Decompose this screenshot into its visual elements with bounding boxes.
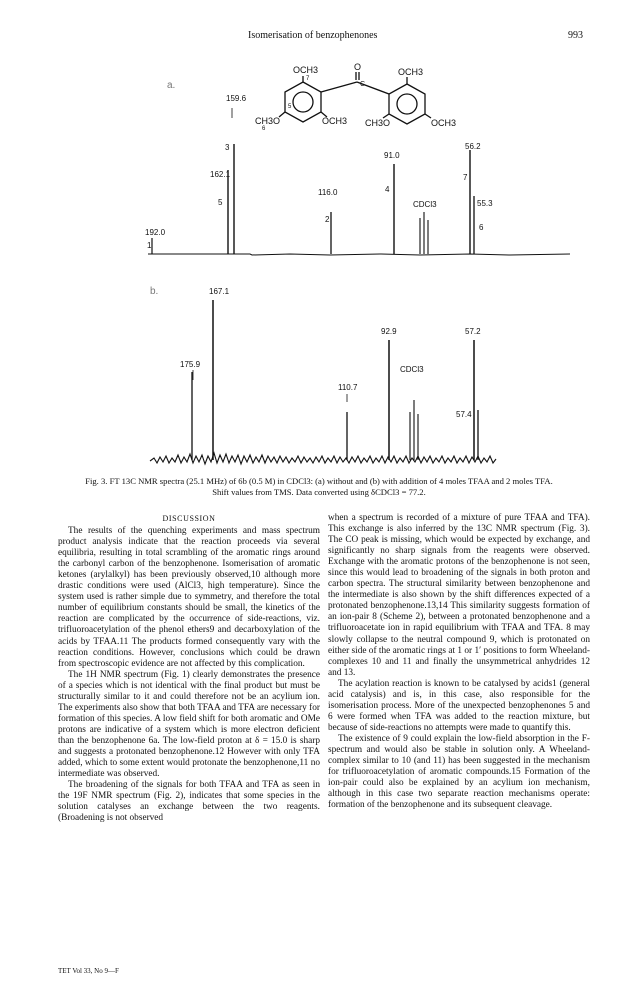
peak-label-a-3: 3 <box>225 143 230 152</box>
peak-label-a-116-0: 116.0 <box>318 188 338 197</box>
peak-label-a-4: 4 <box>385 185 390 194</box>
nmr-figure <box>0 0 627 475</box>
left-paragraph-2: The 1H NMR spectrum (Fig. 1) clearly demonstrates the presence of a species which is not identical with the final product but must be structurally similar to it and could therefore not be an acylium ion. The experiments also show that both TFAA and TFA are necessary for formation of this species. A low field shift for both aromatic and OMe protons are indicative of a system which is more electron deficient than the benzophenone 6a. The low-field proton at δ = 15.0 is sharp and suggests a protonated benzophenone.12 However with only TFA added, which to some extent would protonate the benzophenone,11 no intermediate was observed. <box>58 669 320 780</box>
peak-label-b-cdcl3: CDCl3 <box>400 365 424 374</box>
peak-label-b-167-1: 167.1 <box>209 287 230 296</box>
label-carbonyl-c: C <box>360 81 366 88</box>
peak-label-a-6: 6 <box>479 223 484 232</box>
page-footer: TET Vol 33, No 9—F <box>58 967 119 975</box>
right-ring-inner <box>397 94 417 114</box>
label-ch3o-left: CH3O <box>255 116 281 126</box>
peak-label-a-192-0: 192.0 <box>145 228 166 237</box>
figure-caption: Fig. 3. FT 13C NMR spectra (25.1 MHz) of 6b (0.5 M) in CDCl3: (a) without and (b) with addition of 4 moles TFAA and 2 moles TFA. Shift values from TMS. Data converted using δCDCl3 = 77.2. <box>85 476 553 497</box>
right-paragraph-3: The existence of 9 could explain the low-field absorption in the F-spectrum and would also be stable in solution only. A Wheeland-complex similar to 10 (and 11) has been suggested in the mechanism for trifluoroacetylation of aromatic compounds.15 Formation of the ion-pair could also be explained by an acylium ion mechanism, although in this case two separate reaction mechanisms operate: formation of the benzophenone and its subsequent cleavage. <box>328 733 590 811</box>
left-ring <box>285 82 321 122</box>
atom-number-6: 6 <box>262 126 266 132</box>
label-och3-right: OCH3 <box>431 118 457 128</box>
right-paragraph-1: when a spectrum is recorded of a mixture of pure TFAA and TFA). This exchange is also inferred by the 13C NMR spectrum (Fig. 3). The CO peak is missing, which would be expected by exchange, and significantly no sharp signals from the reagents were observed. Exchange with the aromatic protons of the benzophenone is not seen, since this would lead to broadening of the signals in both proton and carbon spectra. The structural similarity between benzophenone and the intermediate is also shown by the shift differences expected of a protonated benzophenone.13,14 This similarity suggests formation of an ion-pair 8 (Scheme 2), between a protonated benzophenone and a trifluoroacetate ion in rapid equilibrium with TFAA and TFA. 8 may slowly collapse to the neutral compound 9, which is protonated on either side of the aromatic rings at 1 or 1′ positions to form Wheeland-complexes 10 and 11 and finally the unsymmetrical anhydrides 12 and 13. <box>328 513 590 678</box>
peak-label-a-7: 7 <box>463 173 468 182</box>
spectrum-b-noisy-baseline <box>150 453 496 464</box>
peak-label-b-57-4: 57.4 <box>456 410 472 419</box>
peak-label-a-cdcl3: CDCl3 <box>413 200 437 209</box>
panel-a-label: a. <box>167 80 176 91</box>
peak-label-a-159-6: 159.6 <box>226 94 247 103</box>
peak-label-b-175-9: 175.9 <box>180 360 201 369</box>
peak-label-a-55-3: 55.3 <box>477 199 493 208</box>
peak-label-a-2: 2 <box>325 215 330 224</box>
label-ch3o-bottom: CH3O <box>365 118 391 128</box>
peak-label-a-162-1: 162.1 <box>210 170 231 179</box>
right-ring <box>389 84 425 124</box>
peak-label-a-5: 5 <box>218 198 223 207</box>
label-och3-bottom: OCH3 <box>322 116 348 126</box>
label-och3-top-left: OCH3 <box>293 65 319 75</box>
left-paragraph-3: The broadening of the signals for both TFAA and TFA as seen in the 19F NMR spectrum (Fig. 2), indicates that some species in the solution catalyses an exchange between the two reagents. (Broadening is not observed <box>58 780 320 824</box>
section-heading: DISCUSSION <box>162 514 216 523</box>
right-paragraph-2: The acylation reaction is known to be catalysed by acids1 (general acid catalysis) and is, in this case, also responsible for the isomerisation process. More of the unexpected benzophenones 5 and 6 were formed when TFA was added to the reaction mixture, but because of side-reactions no attempts were made to quantify this. <box>328 678 590 733</box>
peak-label-b-110-7: 110.7 <box>338 383 358 392</box>
page-number: 993 <box>568 30 583 41</box>
peak-label-b-57-2: 57.2 <box>465 327 481 336</box>
left-column <box>58 513 320 824</box>
running-title: Isomerisation of benzophenones <box>248 30 378 41</box>
peak-label-b-92-9: 92.9 <box>381 327 397 336</box>
peak-label-a-56-2: 56.2 <box>465 142 481 151</box>
spectrum-a-baseline <box>148 254 570 255</box>
panel-b-label: b. <box>150 286 159 297</box>
label-och3-top-right: OCH3 <box>398 67 424 77</box>
spectrum-b <box>150 300 496 464</box>
right-column <box>328 513 590 811</box>
spectrum-b-labels <box>180 287 481 419</box>
benzophenone-structure <box>279 72 431 124</box>
spectrum-a <box>148 108 570 255</box>
atom-number-5: 5 <box>288 104 292 110</box>
label-carbonyl-o: O <box>354 62 362 72</box>
left-paragraph-1: The results of the quenching experiments and mass spectrum product analysis indicate that the reaction proceeds via several equilibria, resulting in total scrambling of the aromatic rings around the carbonyl carbon of the benzophenone. Isomerisation of aromatic ketones (arylalkyl) has been previously observed,10 although more drastic conditions were used (AlCl3, high temperature). Since the system used is rather simple due to symmetry, and therefore the total number of equilibrium constants should be small, the kinetics of the reaction are complicated by the occurrence of side-reactions, viz. trifluoroacetylation of the phenol ethers9 and decarboxylation of the acids by TFAA.11 The products formed consequently vary with the reaction conditions. However, conclusions which could be drawn from spectroscopic evidence are not affected by this complication. <box>58 526 320 669</box>
left-ring-inner <box>293 92 313 112</box>
atom-number-7: 7 <box>306 76 310 82</box>
peak-label-a-91-0: 91.0 <box>384 151 400 160</box>
peak-label-a-1: 1 <box>147 241 152 250</box>
bond-left-carbonyl <box>321 82 357 92</box>
